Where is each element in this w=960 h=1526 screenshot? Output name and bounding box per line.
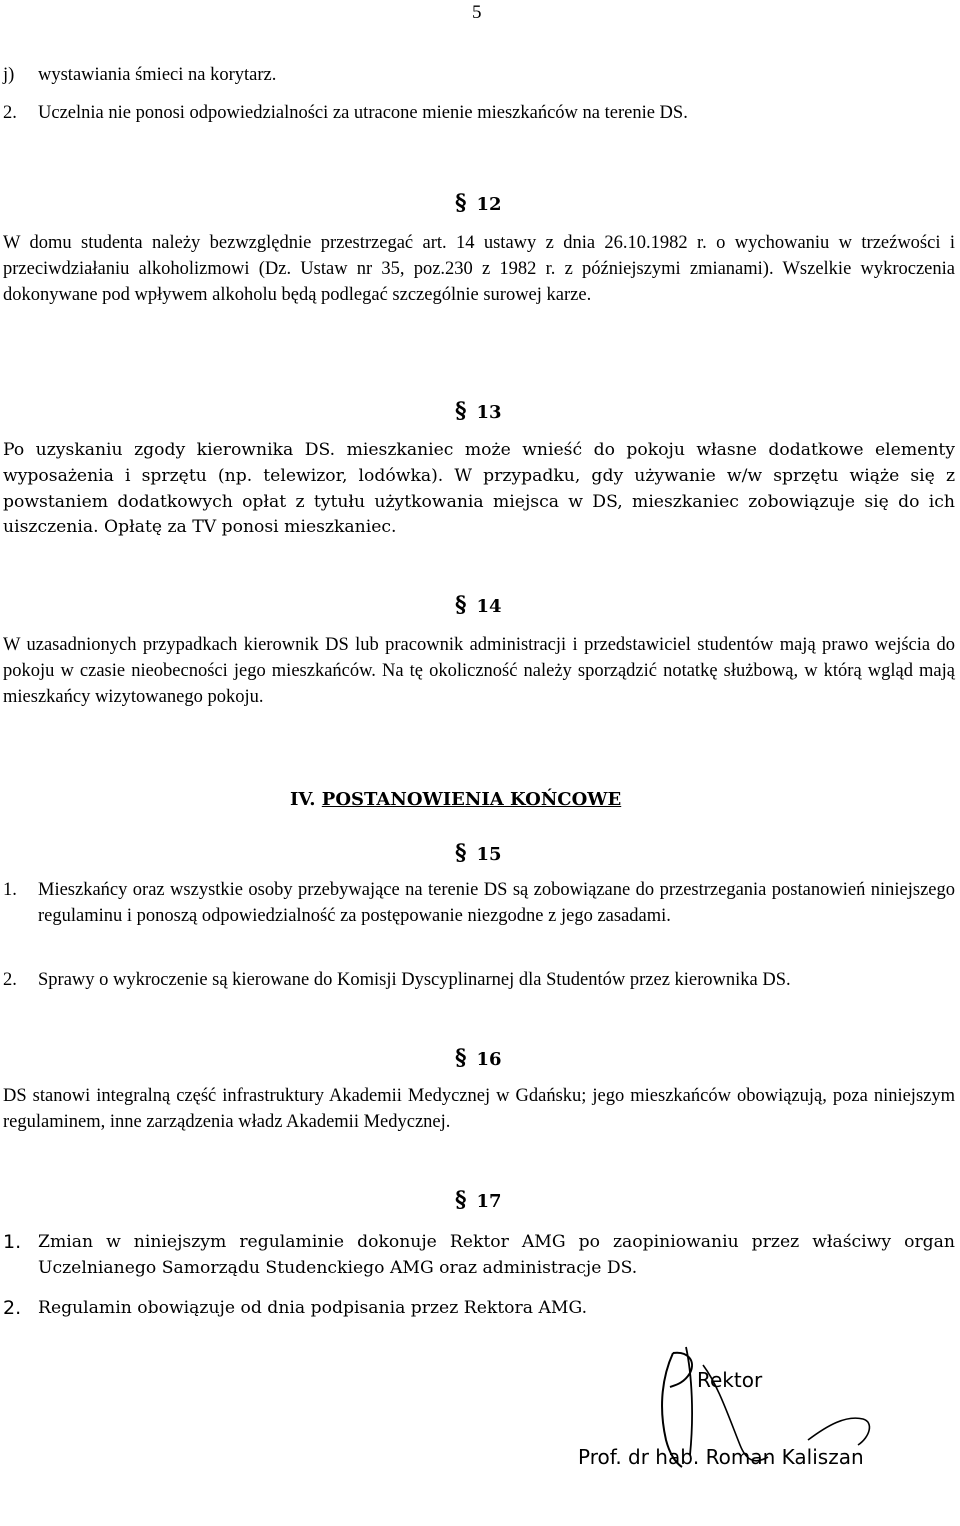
section-symbol: §: [455, 1045, 467, 1071]
chapter-roman: IV.: [290, 789, 316, 810]
section-number: 15: [476, 844, 502, 865]
list-text: wystawiania śmieci na korytarz.: [38, 65, 277, 85]
section-16-text: DS stanowi integralną część infrastruktury Akademii Medycznej w Gdańsku; jego mieszkańców obowiązują, poza niniejszym regulaminem, inne zarządzenia władz Akademii Medycznej.: [3, 1086, 955, 1132]
section-symbol: §: [455, 840, 467, 866]
signature-name: Prof. dr hab. Roman Kaliszan: [578, 1445, 864, 1469]
section-heading-13: [455, 398, 502, 424]
section-heading-12: [455, 190, 502, 216]
section-heading-14: [455, 592, 502, 618]
section-heading-15: [455, 840, 502, 866]
section-symbol: §: [455, 592, 467, 618]
section-number: 16: [476, 1049, 502, 1070]
section-number: 14: [476, 596, 502, 617]
section-17-item-2: [3, 1296, 955, 1322]
list-marker: j): [3, 65, 15, 85]
section-15-item-1: [3, 878, 955, 930]
section-13-text: Po uzyskaniu zgody kierownika DS. mieszkaniec może wnieść do pokoju własne dodatkowe elementy wyposażenia i sprzętu (np. telewizor, lodówka). W przypadku, gdy używanie w/w sprzętu wiąże się z powstaniem dodatkowych opłat z tytułu użytkowania miejsca w DS, mieszkaniec zobowiązuje się do ich uiszczenia. Opłatę za TV ponosi mieszkaniec.: [3, 440, 955, 538]
chapter-heading: [290, 789, 621, 810]
section-symbol: §: [455, 398, 467, 424]
section-number: 12: [476, 194, 502, 215]
section-symbol: §: [455, 1187, 467, 1213]
list-text: Uczelnia nie ponosi odpowiedzialności za utracone mienie mieszkańców na terenie DS.: [38, 103, 688, 123]
section-heading-17: [455, 1187, 502, 1213]
page-number: 5: [472, 2, 482, 23]
chapter-title: POSTANOWIENIA KOŃCOWE: [321, 789, 622, 810]
list-item-j: [3, 63, 955, 89]
list-marker: 2.: [3, 103, 17, 123]
section-17-item-1: [3, 1230, 955, 1282]
section-15-item-2: [3, 968, 955, 994]
signature-title: Rektor: [697, 1368, 763, 1392]
list-marker: 2.: [3, 1297, 22, 1319]
list-text: Sprawy o wykroczenie są kierowane do Komisji Dyscyplinarnej dla Studentów przez kierownika DS.: [38, 970, 791, 990]
list-text: Zmian w niniejszym regulaminie dokonuje Rektor AMG po zaopiniowaniu przez właściwy organ Uczelnianego Samorządu Studenckiego AMG oraz administracje DS.: [38, 1232, 955, 1278]
list-text: Regulamin obowiązuje od dnia podpisania przez Rektora AMG.: [38, 1298, 588, 1318]
section-12-text: W domu studenta należy bezwzględnie przestrzegać art. 14 ustawy z dnia 26.10.1982 r. o wychowaniu w trzeźwości i przeciwdziałaniu alkoholizmowi (Dz. Ustaw nr 35, poz.230 z 1982 r. z późniejszymi zmianami). Wszelkie wykroczenia dokonywane pod wpływem alkoholu będą podlegać szczególnie surowej karze.: [3, 233, 955, 305]
section-number: 13: [476, 402, 502, 423]
section-heading-16: [455, 1045, 502, 1071]
section-14-text: W uzasadnionych przypadkach kierownik DS lub pracownik administracji i przedstawiciel studentów mają prawo wejścia do pokoju w czasie nieobecności jego mieszkańców. Na tę okoliczność należy sporządzić notatkę służbową, w którą wgląd mają mieszkańcy wizytowanego pokoju.: [3, 635, 955, 707]
section-number: 17: [476, 1191, 502, 1212]
list-item-2: [3, 101, 955, 127]
list-marker: 1.: [3, 1231, 22, 1253]
list-marker: 1.: [3, 880, 17, 900]
section-symbol: §: [455, 190, 467, 216]
list-marker: 2.: [3, 970, 17, 990]
list-text: Mieszkańcy oraz wszystkie osoby przebywające na terenie DS są zobowiązane do przestrzegania postanowień niniejszego regulaminu i ponoszą odpowiedzialność za postępowanie niezgodne z jego zasadami.: [38, 880, 955, 926]
